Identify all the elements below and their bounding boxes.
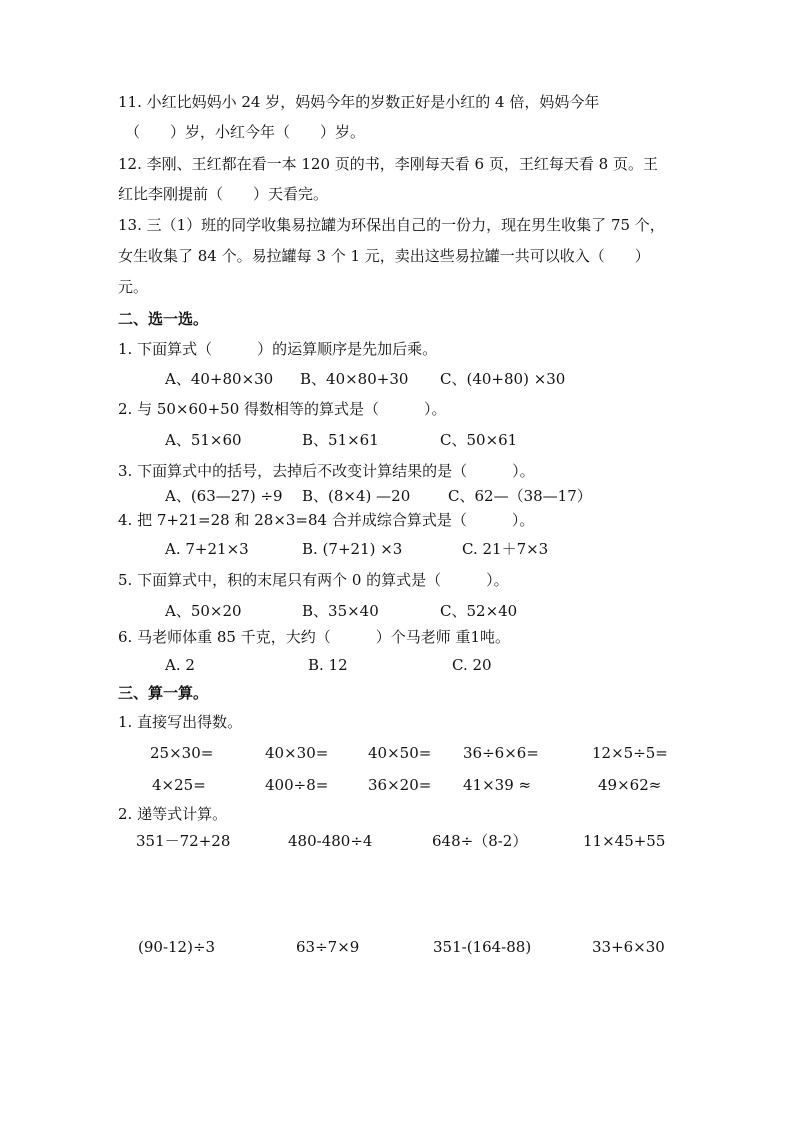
choice-q1-option-a: A、40+80×30 <box>165 370 274 388</box>
choice-q3-stem: 3. 下面算式中的括号，去掉后不改变计算结果的是（ ）。 <box>118 462 535 480</box>
oral-calc-subheading: 1. 直接写出得数。 <box>118 713 243 731</box>
choice-q3-option-c: C、62—（38—17） <box>448 487 592 505</box>
question-11-line-1: 11. 小红比妈妈小 24 岁，妈妈今年的岁数正好是小红的 4 倍，妈妈今年 <box>118 93 600 111</box>
choice-q4-option-c: C. 21＋7×3 <box>462 540 549 558</box>
choice-q2-option-c: C、50×61 <box>440 431 518 449</box>
choice-q1-option-c: C、(40+80) ×30 <box>440 370 566 388</box>
oral-calc-item: 400÷8= <box>265 776 329 794</box>
question-12-line-2: 红比李刚提前（ ）天看完。 <box>118 185 329 203</box>
step-calc-item: 351－72+28 <box>136 832 231 850</box>
question-13-line-1: 13. 三（1）班的同学收集易拉罐为环保出自己的一份力，现在男生收集了 75 个， <box>118 216 665 234</box>
step-calc-item: 33+6×30 <box>592 938 665 956</box>
oral-calc-item: 36÷6×6= <box>463 744 539 762</box>
choice-q3-option-b: B、(8×4) —20 <box>302 487 411 505</box>
choice-q2-option-a: A、51×60 <box>165 431 242 449</box>
choice-q1-stem: 1. 下面算式（ ）的运算顺序是先加后乘。 <box>118 340 438 358</box>
step-calc-subheading: 2. 递等式计算。 <box>118 805 228 823</box>
choice-q6-option-a: A. 2 <box>165 656 195 674</box>
oral-calc-item: 12×5÷5= <box>592 744 668 762</box>
choice-q2-option-b: B、51×61 <box>302 431 379 449</box>
choice-q4-option-b: B. (7+21) ×3 <box>302 540 403 558</box>
oral-calc-item: 40×50= <box>368 744 432 762</box>
choice-q4-stem: 4. 把 7+21=28 和 28×3=84 合并成综合算式是（ ）。 <box>118 511 535 529</box>
choice-q2-stem: 2. 与 50×60+50 得数相等的算式是（ ）。 <box>118 400 447 418</box>
choice-q5-option-b: B、35×40 <box>302 602 379 620</box>
choice-q5-option-c: C、52×40 <box>440 602 518 620</box>
oral-calc-item: 41×39 ≈ <box>463 776 532 794</box>
choice-q6-stem: 6. 马老师体重 85 千克，大约（ ）个马老师 重1吨。 <box>118 628 511 646</box>
choice-q4-option-a: A. 7+21×3 <box>165 540 249 558</box>
section-2-heading: 二、选一选。 <box>118 310 209 328</box>
oral-calc-item: 40×30= <box>265 744 329 762</box>
oral-calc-item: 49×62≈ <box>598 776 662 794</box>
section-3-heading: 三、算一算。 <box>118 684 209 702</box>
choice-q6-option-b: B. 12 <box>308 656 348 674</box>
choice-q1-option-b: B、40×80+30 <box>300 370 409 388</box>
step-calc-item: (90-12)÷3 <box>138 938 216 956</box>
step-calc-item: 63÷7×9 <box>296 938 360 956</box>
question-12-line-1: 12. 李刚、王红都在看一本 120 页的书，李刚每天看 6 页，王红每天看 8 页。王 <box>118 155 658 173</box>
step-calc-item: 648÷（8-2） <box>432 832 528 850</box>
choice-q5-stem: 5. 下面算式中，积的末尾只有两个 0 的算式是（ ）。 <box>118 571 509 589</box>
oral-calc-item: 25×30= <box>150 744 214 762</box>
step-calc-item: 11×45+55 <box>583 832 666 850</box>
step-calc-item: 480-480÷4 <box>288 832 373 850</box>
oral-calc-item: 4×25= <box>152 776 206 794</box>
choice-q3-option-a: A、(63—27) ÷9 <box>165 487 283 505</box>
choice-q5-option-a: A、50×20 <box>165 602 242 620</box>
step-calc-item: 351-(164-88) <box>433 938 532 956</box>
question-13-line-2: 女生收集了 84 个。易拉罐每 3 个 1 元，卖出这些易拉罐一共可以收入（ ） <box>118 247 650 265</box>
question-13-line-3: 元。 <box>118 278 149 296</box>
choice-q6-option-c: C. 20 <box>452 656 492 674</box>
oral-calc-item: 36×20= <box>368 776 432 794</box>
question-11-line-2: （ ）岁，小红今年（ ）岁。 <box>125 123 366 141</box>
